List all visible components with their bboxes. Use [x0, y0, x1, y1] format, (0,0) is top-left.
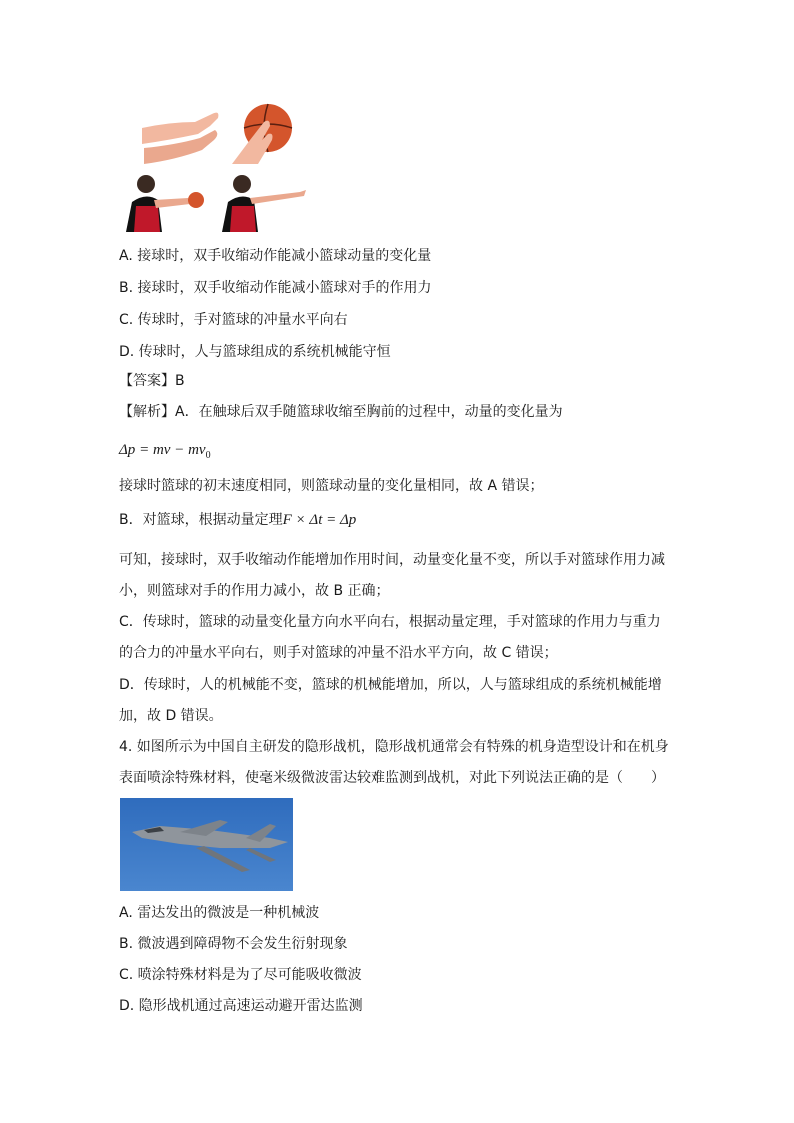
- q3-option-c: C. 传球时，手对篮球的冲量水平向右: [119, 312, 348, 328]
- q3-option-a: A. 接球时，双手收缩动作能减小篮球动量的变化量: [119, 248, 432, 264]
- q3-option-b: B. 接球时，双手收缩动作能减小篮球对手的作用力: [119, 280, 432, 296]
- formula-term-1: mv: [152, 442, 171, 458]
- analysis-line: C．传球时，篮球的动量变化量方向水平向右，根据动量定理，手对篮球的作用力与重力: [119, 614, 661, 630]
- analysis-line: 的合力的冲量水平向右，则手对篮球的冲量不沿水平方向，故 C 错误；: [119, 645, 558, 661]
- q4-stem: 表面喷涂特殊材料，使毫米级微波雷达较难监测到战机，对此下列说法正确的是（ ）: [119, 770, 665, 786]
- q4-option-c: C. 喷涂特殊材料是为了尽可能吸收微波: [119, 967, 362, 983]
- q4-option-a: A. 雷达发出的微波是一种机械波: [119, 905, 320, 921]
- formula-eq: =: [135, 442, 153, 458]
- formula-minus: −: [170, 442, 189, 458]
- q4-option-b: B. 微波遇到障碍物不会发生衍射现象: [119, 936, 348, 952]
- analysis-line: 接球时篮球的初末速度相同，则篮球动量的变化量相同，故 A 错误；: [119, 478, 544, 494]
- formula-lhs: Δp: [119, 442, 136, 458]
- answer-label: 【答案】B: [119, 373, 185, 389]
- analysis-line: D．传球时，人的机械能不变，篮球的机械能增加，所以，人与篮球组成的系统机械能增: [119, 677, 662, 693]
- analysis-line: 加，故 D 错误。: [119, 708, 223, 724]
- formula-impulse: F × Δt = Δp: [282, 512, 357, 528]
- q4-stem: 4. 如图所示为中国自主研发的隐形战机，隐形战机通常会有特殊的机身造型设计和在机身: [119, 739, 669, 755]
- formula-subscript: 0: [205, 450, 211, 461]
- formula-momentum-change: [119, 440, 211, 466]
- q4-option-d: D. 隐形战机通过高速运动避开雷达监测: [119, 998, 363, 1014]
- analysis-line: 【解析】A．在触球后双手随篮球收缩至胸前的过程中，动量的变化量为: [119, 404, 563, 420]
- stealth-fighter-image: [120, 798, 293, 891]
- hands-figure: [140, 100, 300, 168]
- formula-term-2: mv: [188, 442, 206, 458]
- analysis-text: B．对篮球，根据动量定理: [119, 512, 283, 528]
- analysis-line: [119, 510, 356, 530]
- player-passing-figure: [118, 172, 308, 232]
- q3-option-d: D. 传球时，人与篮球组成的系统机械能守恒: [119, 344, 391, 360]
- analysis-line: 小，则篮球对手的作用力减小，故 B 正确；: [119, 583, 390, 599]
- analysis-line: 可知，接球时，双手收缩动作能增加作用时间，动量变化量不变，所以手对篮球作用力减: [119, 552, 665, 568]
